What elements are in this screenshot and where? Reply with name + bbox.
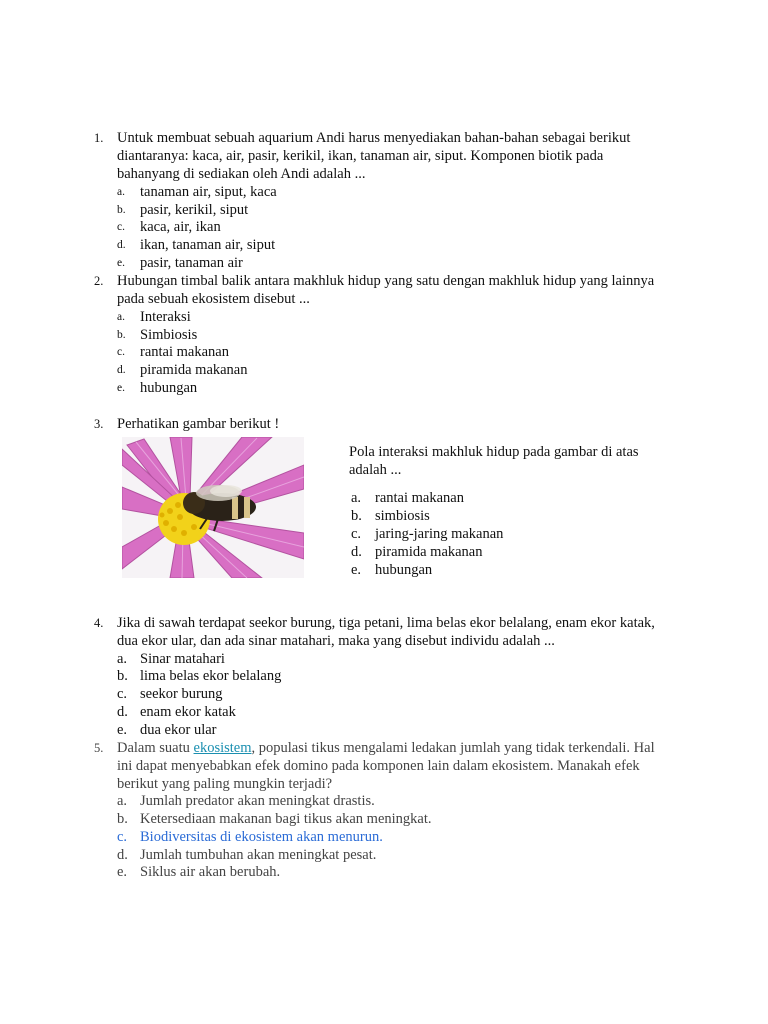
option-text: rantai makanan (375, 490, 464, 506)
option-text: hubungan (375, 562, 433, 578)
option-letter: c. (117, 829, 128, 845)
option-letter: c. (351, 526, 362, 542)
option-text: lima belas ekor belalang (140, 668, 282, 684)
option-text: seekor burung (140, 686, 223, 702)
option-letter: e. (117, 382, 125, 394)
option-text: pasir, kerikil, siput (140, 202, 249, 218)
side-question-stem-line: adalah ... (349, 462, 402, 478)
option-text: ikan, tanaman air, siput (140, 237, 276, 253)
question-number: 5. (94, 741, 104, 755)
question-stem-line: Hubungan timbal balik antara makhluk hidup yang satu dengan makhluk hidup yang lainnya (117, 273, 655, 289)
question-stem-line: Untuk membuat sebuah aquarium Andi harus menyediakan bahan-bahan sebagai berikut (117, 130, 631, 146)
option-letter: a. (117, 186, 125, 198)
bee-on-flower-image (122, 437, 304, 578)
ekosistem-link[interactable]: ekosistem (193, 740, 252, 756)
question-stem-line: berikut yang paling mungkin terjadi? (117, 776, 333, 792)
question-stem-line: Perhatikan gambar berikut ! (117, 416, 280, 432)
option-letter: b. (117, 811, 128, 827)
option-letter: b. (351, 508, 362, 524)
option-text: hubungan (140, 380, 198, 396)
option-text: rantai makanan (140, 344, 229, 360)
option-letter: d. (117, 847, 128, 863)
question-number: 1. (94, 131, 104, 145)
option-text: enam ekor katak (140, 704, 236, 720)
question-stem-line: bahanyang di sediakan oleh Andi adalah ... (117, 166, 366, 182)
option-text: simbiosis (375, 508, 430, 524)
question-stem-line: dua ekor ular, dan ada sinar matahari, maka yang disebut individu adalah ... (117, 633, 555, 649)
option-letter: d. (117, 364, 126, 376)
option-letter: a. (117, 311, 125, 323)
question-stem-line: Jika di sawah terdapat seekor burung, tiga petani, lima belas ekor belalang, enam ekor katak, (117, 615, 655, 631)
option-letter: e. (351, 562, 362, 578)
question-stem-line: diantaranya: kaca, air, pasir, kerikil, ikan, tanaman air, siput. Komponen biotik pada (117, 148, 604, 164)
option-letter: a. (117, 651, 128, 667)
option-text: Jumlah predator akan meningkat drastis. (140, 793, 375, 809)
question-stem-line: pada sebuah ekosistem disebut ... (117, 291, 310, 307)
option-text: Sinar matahari (140, 651, 225, 667)
option-letter: d. (117, 239, 126, 251)
option-text: jaring-jaring makanan (375, 526, 504, 542)
option-letter: b. (117, 204, 126, 216)
option-letter: a. (351, 490, 362, 506)
option-text: tanaman air, siput, kaca (140, 184, 277, 200)
option-text: dua ekor ular (140, 722, 217, 738)
question-number: 4. (94, 616, 104, 630)
option-letter: e. (117, 864, 128, 880)
option-text: pasir, tanaman air (140, 255, 243, 271)
option-letter: c. (117, 686, 128, 702)
option-letter: d. (351, 544, 362, 560)
option-text: Ketersediaan makanan bagi tikus akan meningkat. (140, 811, 432, 827)
question-stem-line (117, 739, 655, 757)
option-text: piramida makanan (375, 544, 483, 560)
option-letter: e. (117, 257, 125, 269)
option-text: Simbiosis (140, 327, 198, 343)
option-text: Siklus air akan berubah. (140, 864, 281, 880)
stem-text: Dalam suatu (117, 740, 194, 756)
question-stem-line: ini dapat menyebabkan efek domino pada komponen lain dalam ekosistem. Manakah efek (117, 758, 640, 774)
option-text-highlighted: Biodiversitas di ekosistem akan menurun. (140, 829, 383, 845)
option-text: piramida makanan (140, 362, 248, 378)
stem-text: , populasi tikus mengalami ledakan jumlah yang tidak terkendali. Hal (251, 740, 655, 756)
option-letter: c. (117, 221, 125, 233)
option-text: Interaksi (140, 309, 191, 325)
option-letter: b. (117, 668, 128, 684)
option-letter: c. (117, 346, 125, 358)
option-text: kaca, air, ikan (140, 219, 221, 235)
option-letter: e. (117, 722, 128, 738)
question-number: 3. (94, 417, 104, 431)
option-letter: d. (117, 704, 128, 720)
question-number: 2. (94, 274, 104, 288)
side-question-stem-line: Pola interaksi makhluk hidup pada gambar di atas (349, 444, 639, 460)
option-text: Jumlah tumbuhan akan meningkat pesat. (140, 847, 377, 863)
option-letter: b. (117, 329, 126, 341)
option-letter: a. (117, 793, 128, 809)
